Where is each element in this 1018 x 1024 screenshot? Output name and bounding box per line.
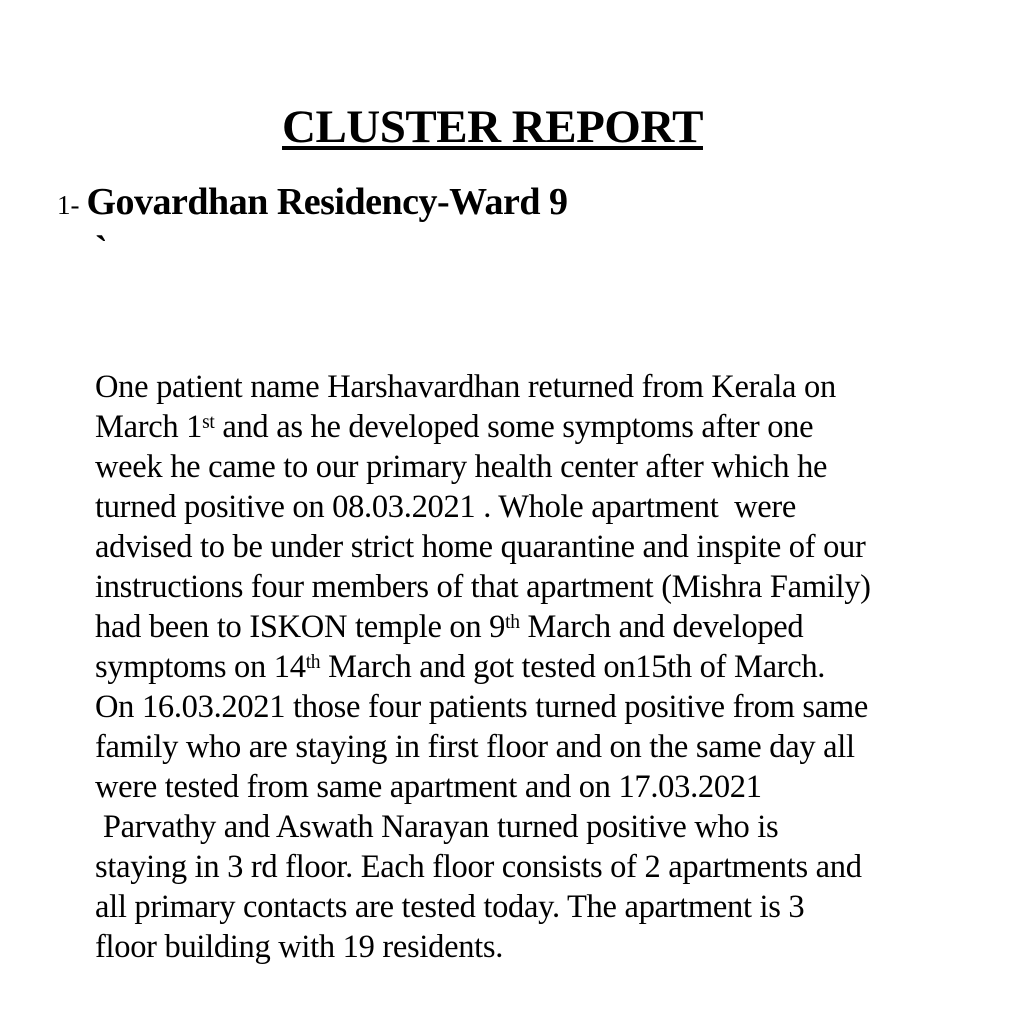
paragraph-line: were tested from same apartment and on 17.03.2021 (95, 769, 762, 805)
paragraph-line: On 16.03.2021 those four patients turned positive from same (95, 689, 868, 725)
paragraph-line: instructions four members of that apartment (Mishra Family) (95, 569, 871, 605)
paragraph-line: week he came to our primary health center after which he (95, 449, 828, 485)
section-heading-text: Govardhan Residency-Ward 9 (86, 181, 568, 223)
paragraph-line: Parvathy and Aswath Narayan turned positive who is (95, 809, 779, 845)
paragraph-line: all primary contacts are tested today. The apartment is 3 (95, 889, 805, 925)
report-title-text: CLUSTER REPORT (282, 101, 703, 153)
section-number: 1- (57, 190, 80, 220)
paragraph-line: advised to be under strict home quarantine and inspite of our (95, 529, 866, 565)
report-title (0, 100, 985, 154)
paragraph-line: March 1st and as he developed some symptoms after one (95, 409, 814, 445)
paragraph-line: turned positive on 08.03.2021 . Whole apartment were (95, 489, 797, 525)
stray-backtick-mark: ` (95, 229, 108, 271)
paragraph-line: staying in 3 rd floor. Each floor consists of 2 apartments and (95, 849, 862, 885)
paragraph-line: family who are staying in first floor and on the same day all (95, 729, 855, 765)
section-heading (57, 180, 568, 224)
paragraph-line: One patient name Harshavardhan returned from Kerala on (95, 369, 836, 405)
paragraph-line: symptoms on 14th March and got tested on15th of March. (95, 649, 826, 685)
cluster-paragraph (95, 367, 985, 967)
paragraph-line: had been to ISKON temple on 9th March and developed (95, 609, 804, 645)
paragraph-line: floor building with 19 residents. (95, 929, 504, 965)
